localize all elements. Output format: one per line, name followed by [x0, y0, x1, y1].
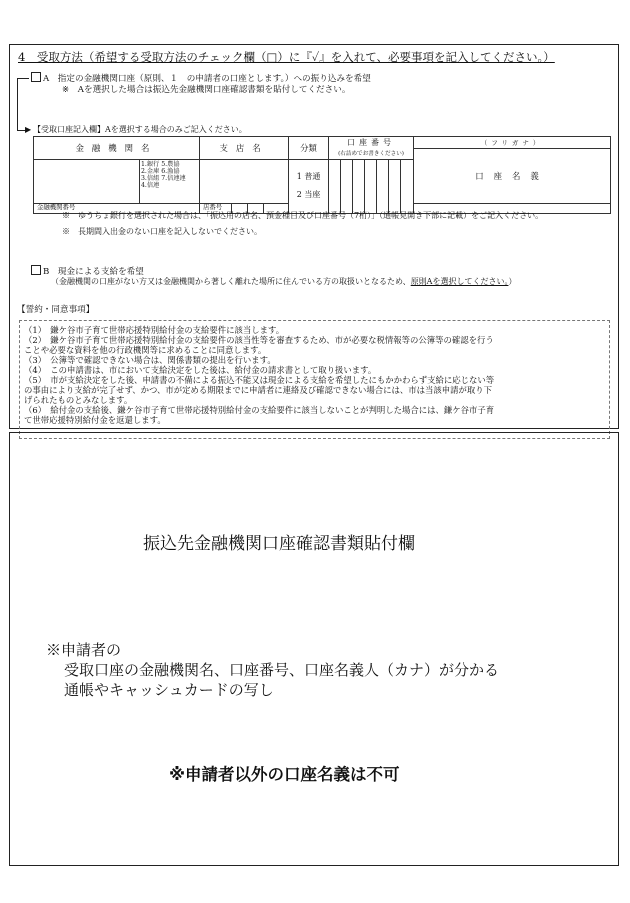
option-a-row[interactable]: [31, 72, 371, 85]
account-digit-4[interactable]: [365, 159, 377, 213]
bank-name-input[interactable]: [34, 159, 140, 203]
account-holder-warning: ※申請者以外の口座名義は不可: [169, 765, 400, 784]
account-number-note: (右詰めでお書きください): [329, 148, 414, 159]
option-b-note: （金融機関の口座がない方又は金融機関から著しく離れた場所に住んでいる方の取扱いとなるため、原則Aを選択してください。）: [51, 277, 517, 286]
agreement-line: （2） 鎌ケ谷市子育て世帯応援特別給付金の支給要件の該当性等を審査するため、市が必要な税情報等の公簿等の確認を行う: [24, 335, 494, 345]
branch-name-input[interactable]: [200, 159, 289, 203]
paste-note-line1: ※申請者の: [46, 641, 122, 659]
bank-name-header: 金融機関名: [34, 137, 200, 160]
type-header: 分類: [289, 137, 329, 160]
arrow-right-icon: ▶: [25, 125, 32, 134]
account-digit-6[interactable]: [389, 159, 401, 213]
bracket-top: [17, 78, 29, 79]
account-digit-5[interactable]: [377, 159, 389, 213]
agreement-line: ことや必要な資料を他の行政機関等に求めることに同意します。: [24, 345, 267, 355]
agreement-line: （6） 給付金の支給後、鎌ケ谷市子育て世帯応援特別給付金の支給要件に該当しないことが判明した場合には、鎌ケ谷市子育: [24, 405, 495, 415]
account-table: [33, 136, 611, 214]
account-digit-7[interactable]: [401, 159, 414, 213]
option-a-checkbox[interactable]: [31, 72, 41, 82]
agreement-line: げられたものとみなします。: [24, 395, 133, 405]
yucho-note: ※ ゆうちょ銀行を選択された場合は、「振込用の店名、預金種目及び口座番号（7桁）」（通帳見開き下部に記載）をご記入ください。: [62, 211, 544, 220]
agreement-line: （5） 市が支給決定をした後、申請書の不備による振込不能又は現金による支給を希望したにもかかわらず支給に応じない等: [24, 375, 495, 385]
paste-note-line3: 通帳やキャッシュカードの写し: [64, 681, 274, 699]
bank-type-list: 1.銀行 5.農協 2.金庫 6.漁協 3.信組 7.信連連 4.信連: [140, 159, 200, 203]
bracket-line: [17, 78, 18, 130]
option-b-checkbox[interactable]: [31, 265, 41, 275]
branch-name-header: 支店名: [200, 137, 289, 160]
paste-area-title: 振込先金融機関口座確認書類貼付欄: [143, 534, 415, 554]
option-a-note: ※ Aを選択した場合は振込先金融機関口座確認書類を貼付してください。: [62, 85, 351, 95]
account-digit-2[interactable]: [341, 159, 353, 213]
account-number-header: 口座番号: [329, 137, 414, 149]
account-type-select[interactable]: 1 普通 2 当座: [289, 159, 329, 213]
agreement-title: 【誓約・同意事項】: [17, 305, 95, 315]
account-section-title: 【受取口座記入欄】Aを選択する場合のみご記入ください。: [33, 125, 247, 134]
branch-code-label: 店番号: [200, 203, 232, 213]
kana-header: （フリガナ）: [414, 137, 611, 149]
option-a-label: A 指定の金融機関口座（原則、１ の申請者の口座とします。）への振り込みを希望: [43, 74, 371, 84]
agreement-line: （4） この申請書は、市において支給決定をした後は、給付金の請求書として取り扱います。: [24, 365, 377, 375]
section4-title: 4 受取方法（希望する受取方法のチェック欄（□）に『✓』を入れて、必要事項を記入してください。）: [18, 50, 555, 64]
bank-code-input[interactable]: 金融機関番号: [34, 203, 200, 213]
agreement-line: （1） 鎌ケ谷市子育て世帯応援特別給付金の支給要件に該当します。: [24, 325, 285, 335]
account-digit-3[interactable]: [353, 159, 365, 213]
agreement-box: [19, 320, 610, 439]
agreement-line: の事由により支給が完了せず、かつ、市が定める期限までに申請者に連絡及び確認できない場合には、市は当該申請が取り下: [24, 385, 492, 395]
agreement-line: （3） 公簿等で確認できない場合は、関係書類の提出を行います。: [24, 355, 276, 365]
agreement-line: て世帯応援特別給付金を返還します。: [24, 415, 166, 425]
paste-note-line2: 受取口座の金融機関名、口座番号、口座名義人（カナ）が分かる: [64, 661, 500, 679]
dormant-account-note: ※ 長期間入出金のない口座を記入しないでください。: [62, 227, 262, 236]
account-holder-header: 口座名義: [414, 148, 611, 203]
account-digit-1[interactable]: [329, 159, 341, 213]
option-b-label: B 現金による支給を希望: [43, 267, 144, 277]
